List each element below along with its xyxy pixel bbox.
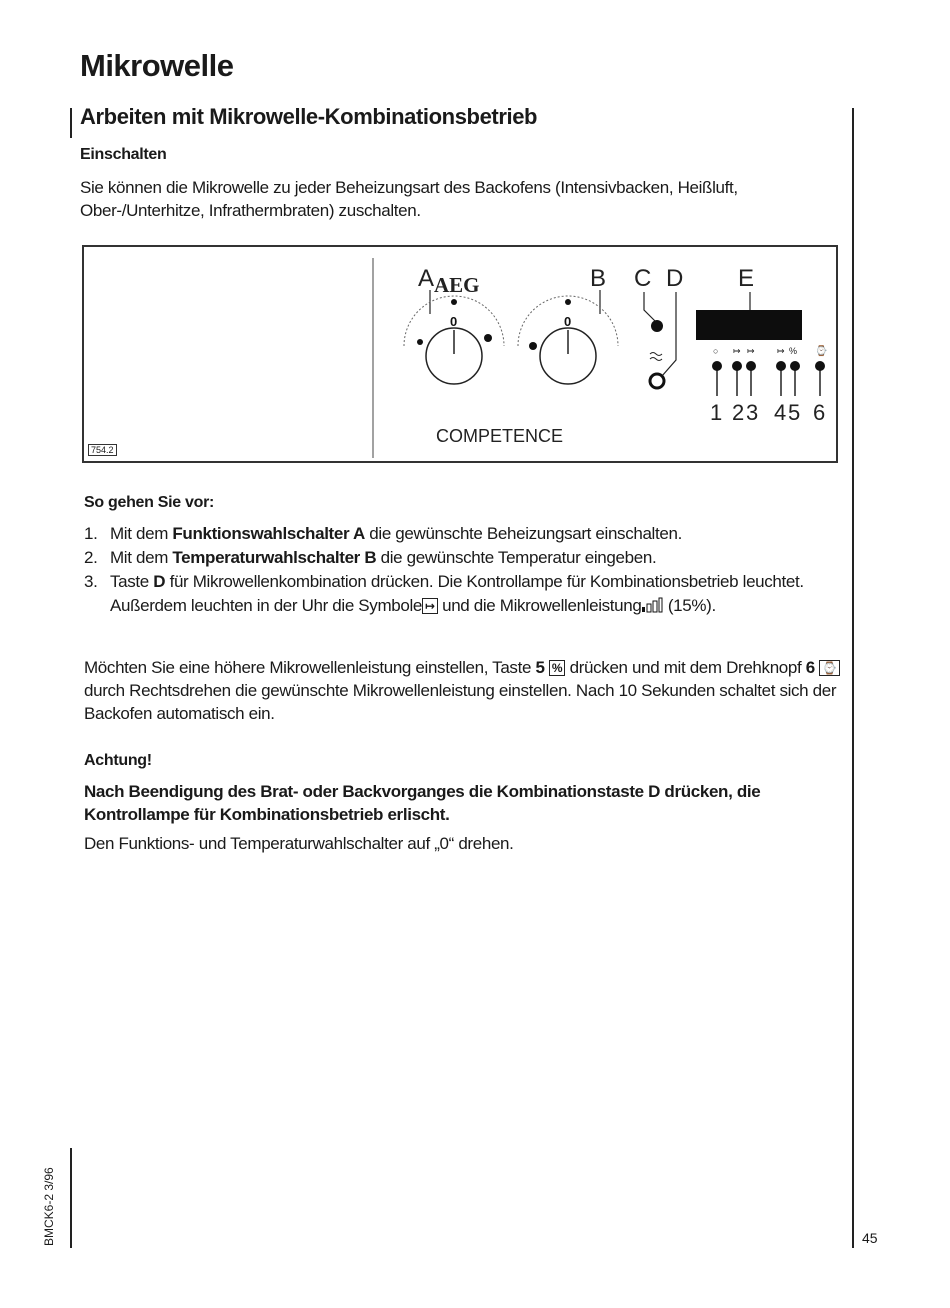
figure-code: 754.2 — [88, 444, 117, 456]
button-number-4: 4 — [774, 400, 787, 425]
label-e: E — [738, 265, 755, 292]
step-keyword: D — [153, 572, 166, 591]
closing-text: Den Funktions- und Temperaturwahlschalter auf „0“ drehen. — [84, 834, 514, 853]
button-number-3: 3 — [746, 400, 759, 425]
step-number: 2. — [84, 548, 98, 567]
knob-b-zero: 0 — [564, 314, 572, 329]
steps-heading: So gehen Sie vor: — [84, 494, 215, 511]
display-screen — [696, 310, 802, 340]
button-number-1: 1 — [710, 400, 723, 425]
attention-text: Nach Beendigung des Brat- oder Backvorganges die Kombinationstaste D drücken, die Kontrollampe für Kombinationsbetrieb erlischt. — [84, 782, 761, 824]
timer-arrow-icon: ↦ — [422, 598, 438, 614]
page-number: 45 — [862, 1230, 878, 1246]
control-panel-illustration — [370, 250, 836, 460]
section-title: Arbeiten mit Mikrowelle-Kombinationsbetrieb — [80, 104, 538, 129]
label-a: A — [418, 265, 435, 292]
c-d-indicators — [644, 292, 676, 388]
right-margin-rule — [852, 108, 854, 1248]
button-number-5: 5 — [788, 400, 801, 425]
brand-logo: AEG — [434, 273, 480, 297]
button-5-symbol: % — [789, 346, 798, 356]
button-1-symbol: ○ — [713, 346, 719, 356]
document-code: BMCK6-2 3/96 — [42, 1167, 56, 1246]
clock-display — [696, 292, 802, 340]
step-number: 1. — [84, 524, 98, 543]
knob-a-function-selector — [404, 290, 504, 384]
power-adjust-paragraph: Möchten Sie eine höhere Mikrowellenleistung einstellen, Taste 5 % drücken und mit dem Drehknopf 6 ⌚ durch Rechtsdrehen die gewünschte Mikrowellenleistung einstellen. Nach 10 Sekunden schaltet sich der Backofen automatisch ein. — [84, 656, 844, 725]
button-4-symbol: ↦ — [777, 346, 785, 356]
list-item: 2. Mit dem Temperaturwahlschalter B die gewünschte Temperatur eingeben. — [84, 546, 844, 570]
intro-paragraph — [80, 176, 850, 222]
intro-line-1: Sie können die Mikrowelle zu jeder Beheizungsart des Backofens (Intensivbacken, Heißluft, — [80, 178, 738, 197]
intro-line-2: Ober-/Unterhitze, Infrathermbraten) zuschalten. — [80, 201, 421, 220]
label-c: C — [634, 265, 652, 292]
model-name: COMPETENCE — [436, 426, 564, 446]
left-margin-rule-bottom — [70, 1148, 72, 1248]
steps-list — [84, 522, 844, 618]
microwave-waves-icon — [650, 353, 662, 361]
attention-heading: Achtung! — [84, 752, 152, 769]
clock-knob-icon: ⌚ — [819, 660, 840, 676]
microwave-power-level-icon — [641, 597, 663, 613]
step-keyword: Temperaturwahlschalter B — [172, 548, 377, 567]
step-keyword: Funktionswahlschalter A — [172, 524, 365, 543]
button-6-symbol: ⌚ — [815, 346, 828, 357]
c-control-lamp — [651, 320, 663, 332]
list-item: 1. Mit dem Funktionswahlschalter A die gewünschte Beheizungsart einschalten. — [84, 522, 844, 546]
knob-b-temperature-selector — [518, 290, 618, 384]
button-3-symbol: ↦ — [747, 346, 755, 356]
knob-a-zero: 0 — [450, 314, 458, 329]
d-combination-button — [650, 374, 664, 388]
button-2-symbol: ↦ — [733, 346, 741, 356]
step-number: 3. — [84, 572, 98, 591]
button-number-2: 2 — [732, 400, 745, 425]
percent-icon: % — [549, 660, 565, 676]
label-b: B — [590, 265, 607, 292]
label-d: D — [666, 265, 684, 292]
left-margin-rule-top — [70, 108, 72, 138]
page-title: Mikrowelle — [80, 48, 234, 83]
subheading-einschalten: Einschalten — [80, 146, 167, 163]
list-item: 3. Taste D für Mikrowellenkombination drücken. Die Kontrollampe für Kombinationsbetrieb leuchtet. Außerdem leuchten in der Uhr die Symbole ↦ und die Mikrowellenleistung (15%). — [84, 572, 804, 615]
clock-buttons — [710, 344, 827, 425]
button-number-6: 6 — [813, 400, 826, 425]
